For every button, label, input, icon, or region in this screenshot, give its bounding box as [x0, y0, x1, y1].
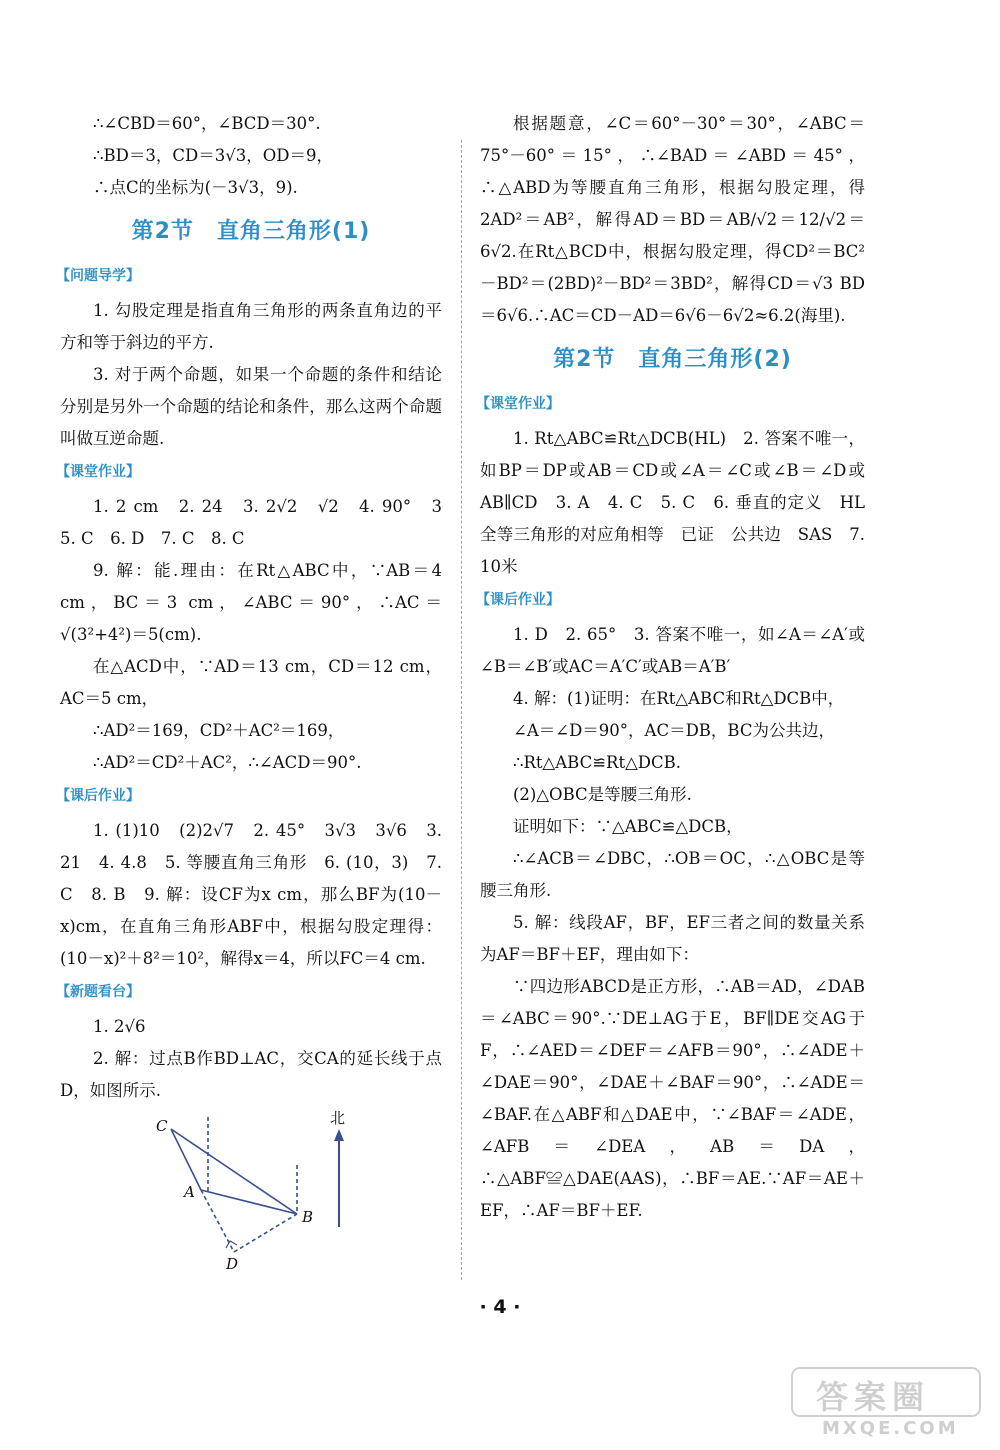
segment-db: [234, 1214, 297, 1252]
text-paragraph: 在△ACD中，∵AD＝13 cm，CD＝12 cm，AC＝5 cm，: [60, 657, 442, 708]
text-line: ∴AD²＝169，CD²＋AC²＝169，: [93, 721, 345, 740]
text-paragraph: ∵四边形ABCD是正方形，∴AB＝AD，∠DAB＝∠ABC＝90°.∵DE⊥AG于E，BF∥DE交AG于F，∴∠AED＝∠DEF＝∠AFB＝90°，∴∠ADE＋∠DAE＝90°，∠DAE＋∠BAF＝90°，∴∠ADE＝∠BAF.在△ABF和△DAE中，∵∠BAF＝∠ADE，∠AFB＝∠DEA，AB＝DA，∴△ABF≌△DAE(AAS)，∴BF＝AE.∵AF＝AE＋EF，∴AF＝BF＋EF.: [480, 977, 865, 1220]
text-line: ∴BD＝3，CD＝3√3，OD＝9，: [93, 146, 333, 165]
section-label: 【课堂作业】: [56, 464, 140, 480]
point-label-d: D: [226, 1255, 239, 1273]
text-paragraph: 1. 勾股定理是指直角三角形的两条直角边的平方和等于斜边的平方.: [60, 301, 442, 352]
section-label: 【课堂作业】: [476, 396, 560, 412]
text-paragraph: 1. D 2. 65° 3. 答案不唯一，如∠A＝∠A′或∠B＝∠B′或AC＝A′C′或AB＝A′B′: [480, 625, 865, 676]
answer-list: 1. 2 cm 2. 24 3. 2√2 √2 4. 90° 3 5. C 6. D 7. C 8. C: [60, 497, 459, 548]
text-paragraph: ∴∠ACB＝∠DBC，∴OB＝OC，∴△OBC是等腰三角形.: [480, 849, 865, 900]
point-label-b: B: [302, 1208, 314, 1226]
answer-list: 1. Rt△ABC≌Rt△DCB(HL) 2. 答案不唯一，如BP＝DP或AB＝CD或∠A＝∠C或∠B＝∠D或AB∥CD 3. A 4. C 5. C 6. 垂直的定义 HL 全等三角形的对应角相等 已证 公共边 SAS 7. 10米: [480, 429, 882, 576]
text-line: 证明如下：∵△ABC≌△DCB，: [513, 817, 743, 836]
section-label: 【课后作业】: [476, 592, 560, 608]
segment-cb: [171, 1129, 297, 1214]
text-paragraph: 根据题意，∠C＝60°－30°＝30°，∠ABC＝75°－60°＝15°，∴∠BAD＝∠ABD＝45°，∴△ABD为等腰直角三角形，根据勾股定理，得2AD²＝AB²，解得AD＝BD＝AB/√2＝12/√2＝6√2.在Rt△BCD中，根据勾股定理，得CD²＝BC²－BD²＝(2BD)²－BD²＝3BD²，解得CD＝√3 BD＝6√6.∴AC＝CD－AD＝6√6－6√2≈6.2(海里).: [480, 114, 865, 325]
right-column: [476, 108, 882, 1227]
point-label-c: C: [156, 1117, 168, 1135]
text-paragraph: 3. 对于两个命题，如果一个命题的条件和结论分别是另外一个命题的结论和条件，那么这两个命题叫做互逆命题.: [60, 365, 442, 448]
north-arrow-icon: [334, 1129, 344, 1141]
text-line: 4. 解：(1)证明：在Rt△ABC和Rt△DCB中，: [513, 689, 845, 708]
left-column: [56, 108, 459, 1277]
section-title: 第2节 直角三角形(1): [131, 219, 371, 244]
watermark-text: 答案圈: [816, 1378, 931, 1416]
segment-ab: [201, 1190, 297, 1214]
text-paragraph: 1. (1)10 (2)2√7 2. 45° 3√3 3√6 3. 21 4. 4.8 5. 等腰直角三角形 6. (10，3) 7. C 8. B 9. 解：设CF为x cm，那么BF为(10－x)cm，在直角三角形ABF中，根据勾股定理得：(10－x)²＋8²＝10²，解得x＝4，所以FC＝4 cm.: [60, 821, 442, 968]
column-divider: [461, 140, 462, 1280]
text-line: ∠A＝∠D＝90°，AC＝DB，BC为公共边，: [513, 721, 835, 740]
watermark-url: MXQE.COM: [822, 1418, 959, 1439]
north-label: 北: [330, 1109, 346, 1127]
text-line: ∴Rt△ABC≌Rt△DCB.: [513, 753, 682, 772]
section-label: 【课后作业】: [56, 788, 140, 804]
page-number: · 4 ·: [479, 1296, 521, 1318]
point-label-a: A: [184, 1183, 195, 1201]
text-line: ∴点C的坐标为(－3√3，9).: [93, 178, 298, 197]
watermark-logo: [786, 1364, 986, 1444]
segment-ca: [171, 1129, 201, 1190]
text-line: (2)△OBC是等腰三角形.: [513, 785, 692, 804]
section-label: 【新题看台】: [56, 984, 140, 1000]
text-paragraph: 2. 解：过点B作BD⊥AC，交CA的延长线于点D，如图所示.: [60, 1049, 442, 1100]
text-line: ∴AD²＝CD²＋AC²，∴∠ACD＝90°.: [93, 753, 362, 772]
text-line: ∴∠CBD＝60°，∠BCD＝30°.: [93, 114, 321, 133]
text-paragraph: 5. 解：线段AF，BF，EF三者之间的数量关系为AF＝BF＋EF，理由如下：: [480, 913, 865, 964]
text-paragraph: 9. 解：能.理由：在Rt△ABC中，∵AB＝4 cm，BC＝3 cm，∠ABC＝90°，∴AC＝√(3²+4²)＝5(cm).: [60, 561, 442, 644]
section-label: 【问题导学】: [56, 268, 140, 284]
geometry-figure: [146, 1109, 446, 1277]
answer-list: 1. 2√6: [93, 1017, 146, 1036]
section-title: 第2节 直角三角形(2): [553, 347, 792, 372]
